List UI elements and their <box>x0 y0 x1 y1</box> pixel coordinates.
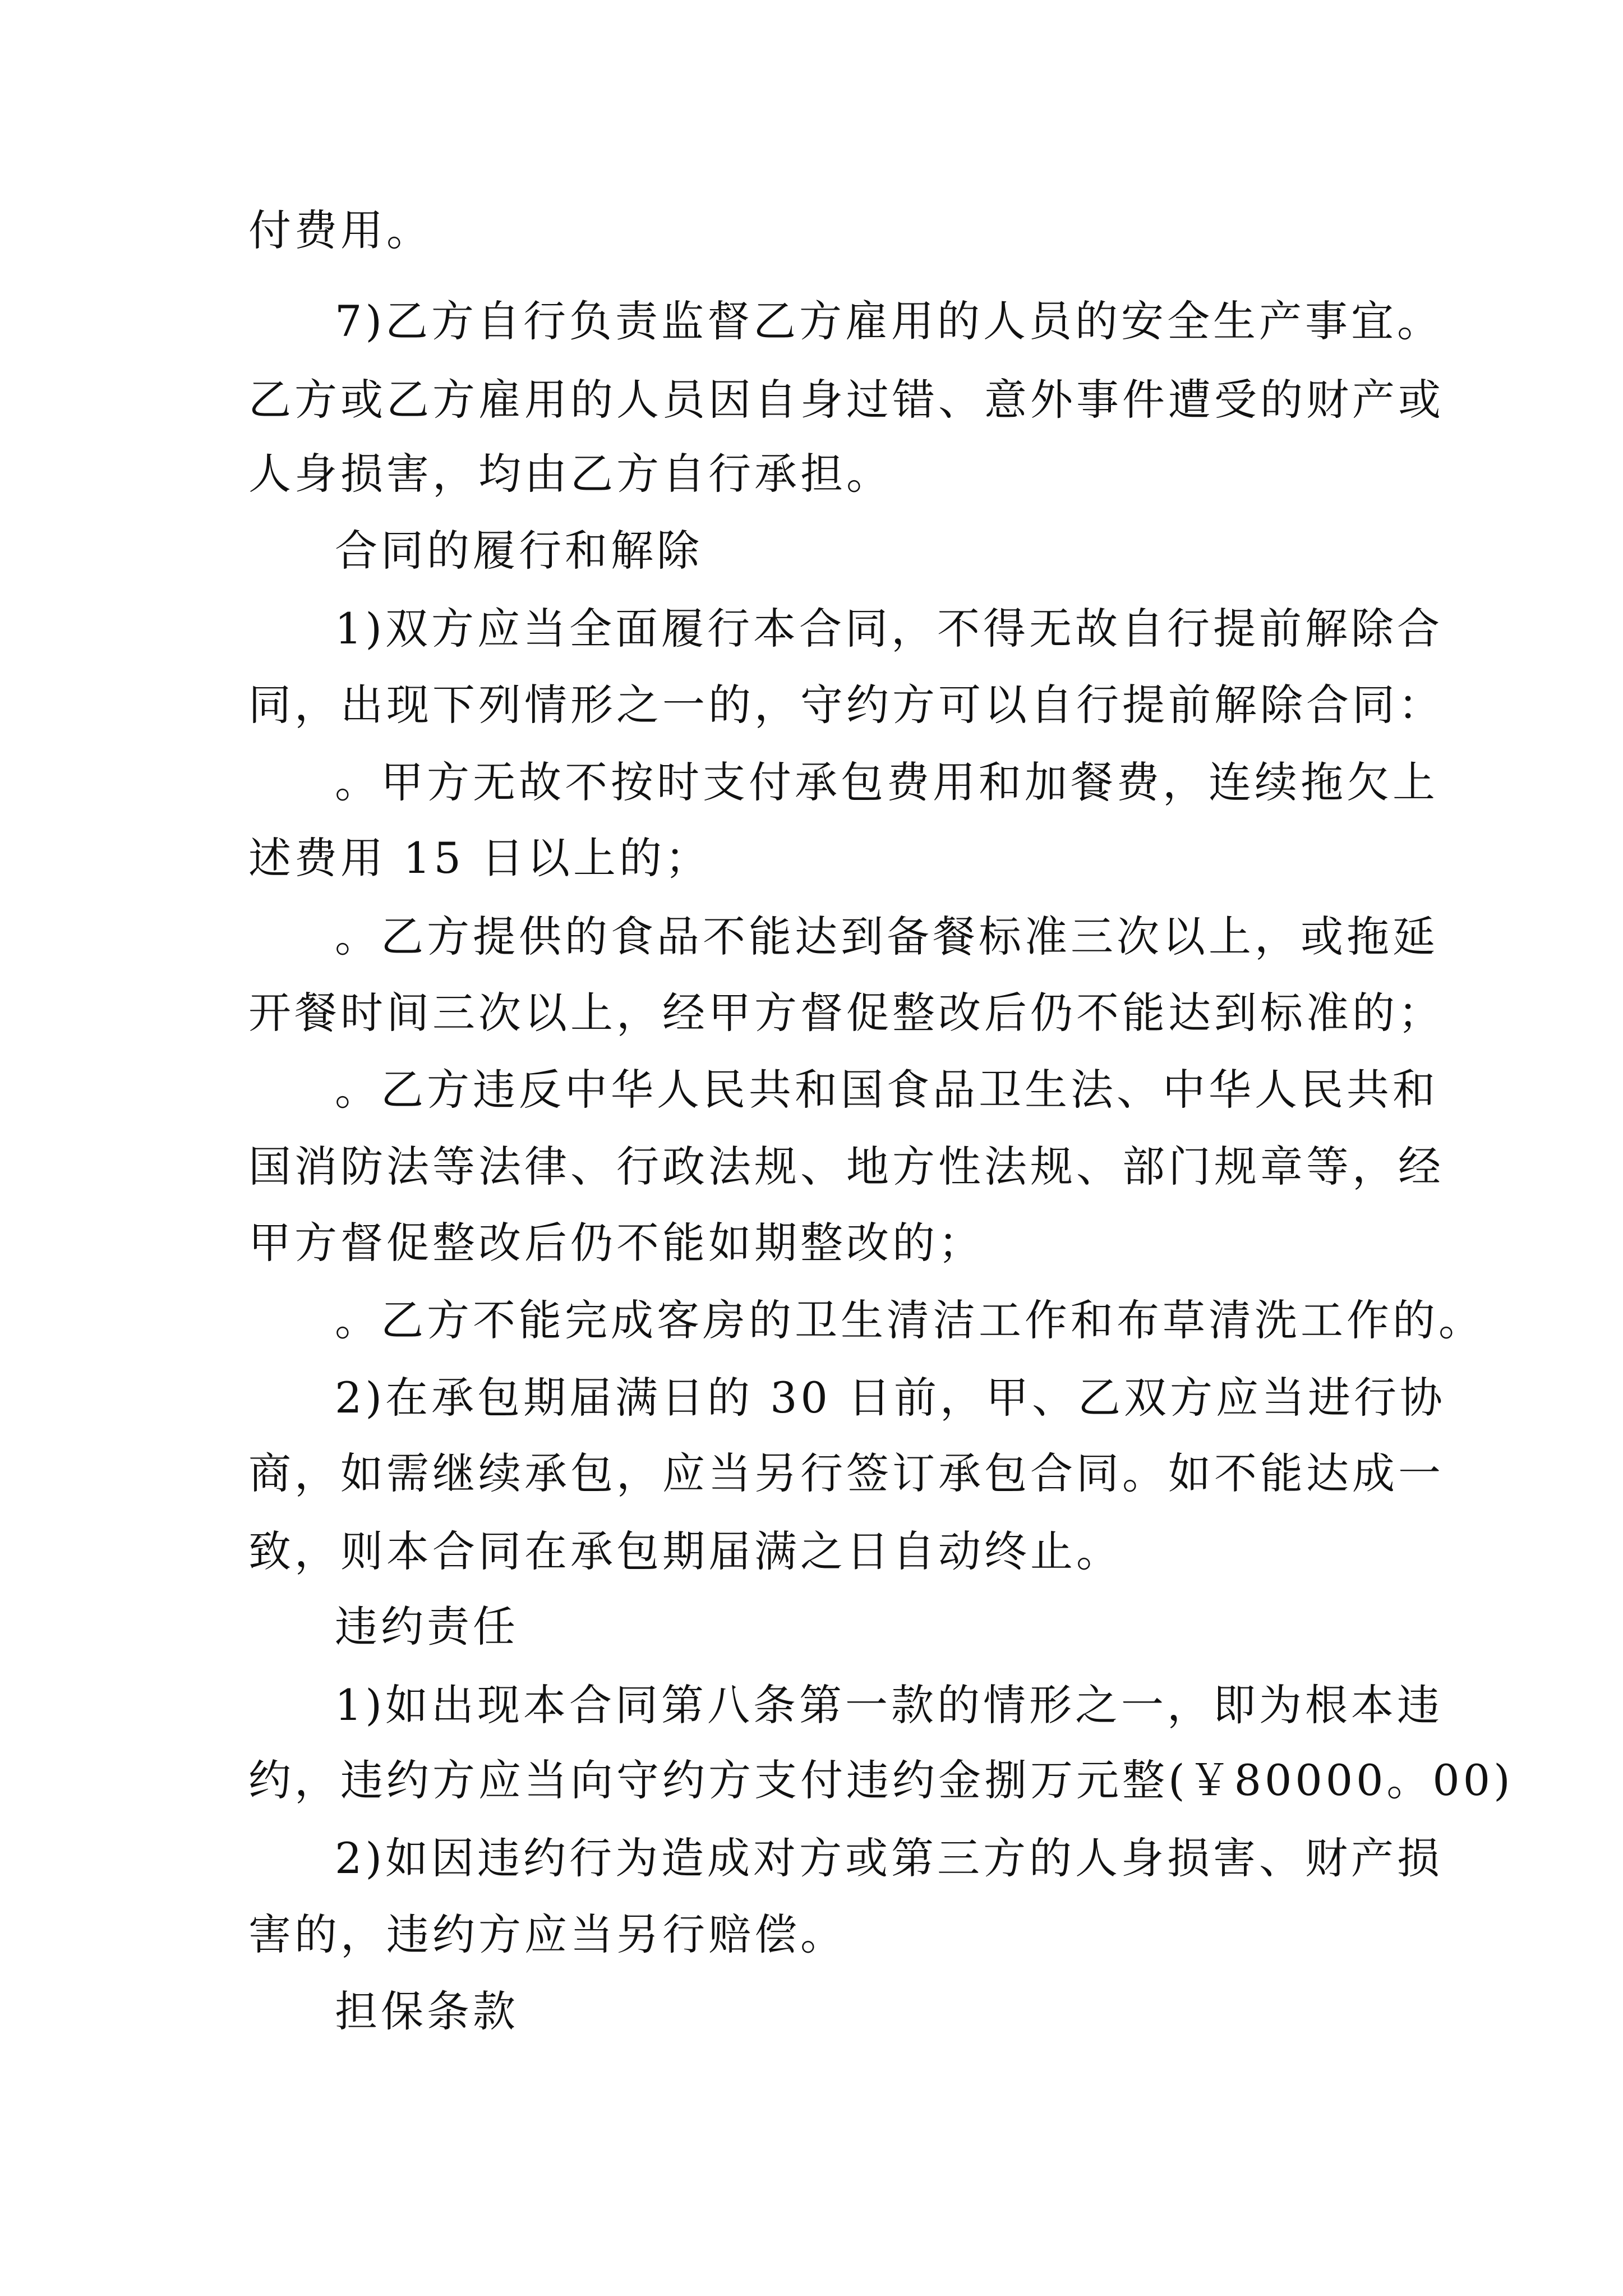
text-line: 。乙方提供的食品不能达到备餐标准三次以上，或拖延 <box>335 912 1438 961</box>
text-line: 1)双方应当全面履行本合同，不得无故自行提前解除合 <box>335 604 1444 654</box>
text-line: 人身损害，均由乙方自行承担。 <box>248 449 892 499</box>
text-line: 2)在承包期届满日的 30 日前，甲、乙双方应当进行协 <box>335 1373 1446 1423</box>
text-line: 害的，违约方应当另行赔偿。 <box>248 1910 846 1959</box>
text-line: 致，则本合同在承包期届满之日自动终止。 <box>248 1526 1122 1576</box>
section-heading: 担保条款 <box>335 1986 519 2036</box>
text-line: 。乙方不能完成客房的卫生清洁工作和布草清洗工作的。 <box>335 1295 1484 1345</box>
text-line: 国消防法等法律、行政法规、地方性法规、部门规章等，经 <box>248 1142 1444 1191</box>
text-line: 付费用。 <box>248 205 432 255</box>
text-line: 述费用 15 日以上的； <box>248 833 712 883</box>
text-line: 。乙方违反中华人民共和国食品卫生法、中华人民共和 <box>335 1065 1438 1115</box>
text-line: 同，出现下列情形之一的，守约方可以自行提前解除合同： <box>248 680 1444 730</box>
text-line: 商，如需继续承包，应当另行签订承包合同。如不能达成一 <box>248 1448 1444 1498</box>
section-heading: 合同的履行和解除 <box>335 526 703 576</box>
text-line: 约，违约方应当向守约方支付违约金捌万元整(￥80000。00) <box>248 1755 1514 1805</box>
text-line: 开餐时间三次以上，经甲方督促整改后仍不能达到标准的； <box>248 988 1444 1038</box>
section-heading: 违约责任 <box>335 1602 519 1651</box>
text-line: 乙方或乙方雇用的人员因自身过错、意外事件遭受的财产或 <box>248 375 1444 425</box>
text-line: 1)如出现本合同第八条第一款的情形之一，即为根本违 <box>335 1680 1444 1730</box>
text-line: 7)乙方自行负责监督乙方雇用的人员的安全生产事宜。 <box>335 296 1444 346</box>
text-line: 。甲方无故不按时支付承包费用和加餐费，连续拖欠上 <box>335 757 1438 807</box>
text-line: 2)如因违约行为造成对方或第三方的人身损害、财产损 <box>335 1833 1444 1883</box>
text-line: 甲方督促整改后仍不能如期整改的； <box>248 1218 984 1268</box>
